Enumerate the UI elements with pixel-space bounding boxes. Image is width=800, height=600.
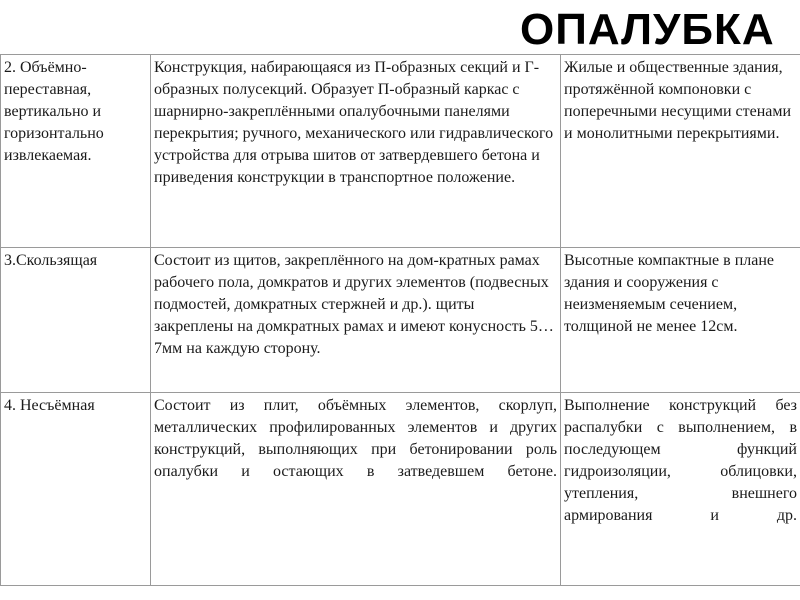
- formwork-application: Выполнение конструкций без распалубки с выполнением, в последующем функций гидроизоляции, облицовки, утепления, внешнего армирования и др.: [564, 397, 797, 524]
- formwork-description: Конструкция, набирающаяся из П-образных секций и Г-образных полусекций. Образует П-образный каркас с шарнирно-закреплёнными опалубочными панелями перекрытия; ручного, механического или гидравлического устройства для отрыва шитов от затвердевшего бетона и приведения конструкции в транспортное положение.: [154, 59, 554, 186]
- formwork-application-cell: [561, 248, 800, 393]
- formwork-type-cell: [1, 248, 151, 393]
- table-row: [1, 55, 800, 248]
- table-row: [1, 248, 800, 393]
- table-row: [1, 393, 800, 586]
- formwork-type-cell: [1, 55, 151, 248]
- formwork-description: Состоит из щитов, закреплённого на дом-кратных рамах рабочего пола, домкратов и других элементов (подвесных подмостей, домкратных стержней и др.). щиты закреплены на домкратных рамах и имеют конусность 5…7мм на каждую сторону.: [154, 252, 554, 357]
- formwork-type: 3.Скользящая: [4, 252, 98, 269]
- formwork-description: Состоит из плит, объёмных элементов, скорлуп, металлических профилированных элементов и других конструкций, выполняющих при бетонировании роль опалубки и остающих в затведевшем бетоне.: [154, 397, 557, 480]
- formwork-description-cell: [151, 393, 561, 586]
- formwork-application-cell: [561, 393, 800, 586]
- formwork-type-cell: [1, 393, 151, 586]
- formwork-description-cell: [151, 55, 561, 248]
- formwork-application: Высотные компактные в плане здания и сооружения с неизменяемым сечением, толщиной не менее 12см.: [564, 252, 774, 335]
- formwork-application: Жилые и общественные здания, протяжённой компоновки с поперечными несущими стенами и монолитными перекрытиями.: [564, 59, 792, 142]
- formwork-description-cell: [151, 248, 561, 393]
- formwork-type: 2. Объёмно-переставная, вертикально и горизонтально извлекаемая.: [4, 59, 104, 164]
- formwork-application-cell: [561, 55, 800, 248]
- formwork-table: [0, 54, 800, 586]
- page-title: ОПАЛУБКА: [520, 5, 775, 54]
- formwork-type: 4. Несъёмная: [4, 397, 95, 414]
